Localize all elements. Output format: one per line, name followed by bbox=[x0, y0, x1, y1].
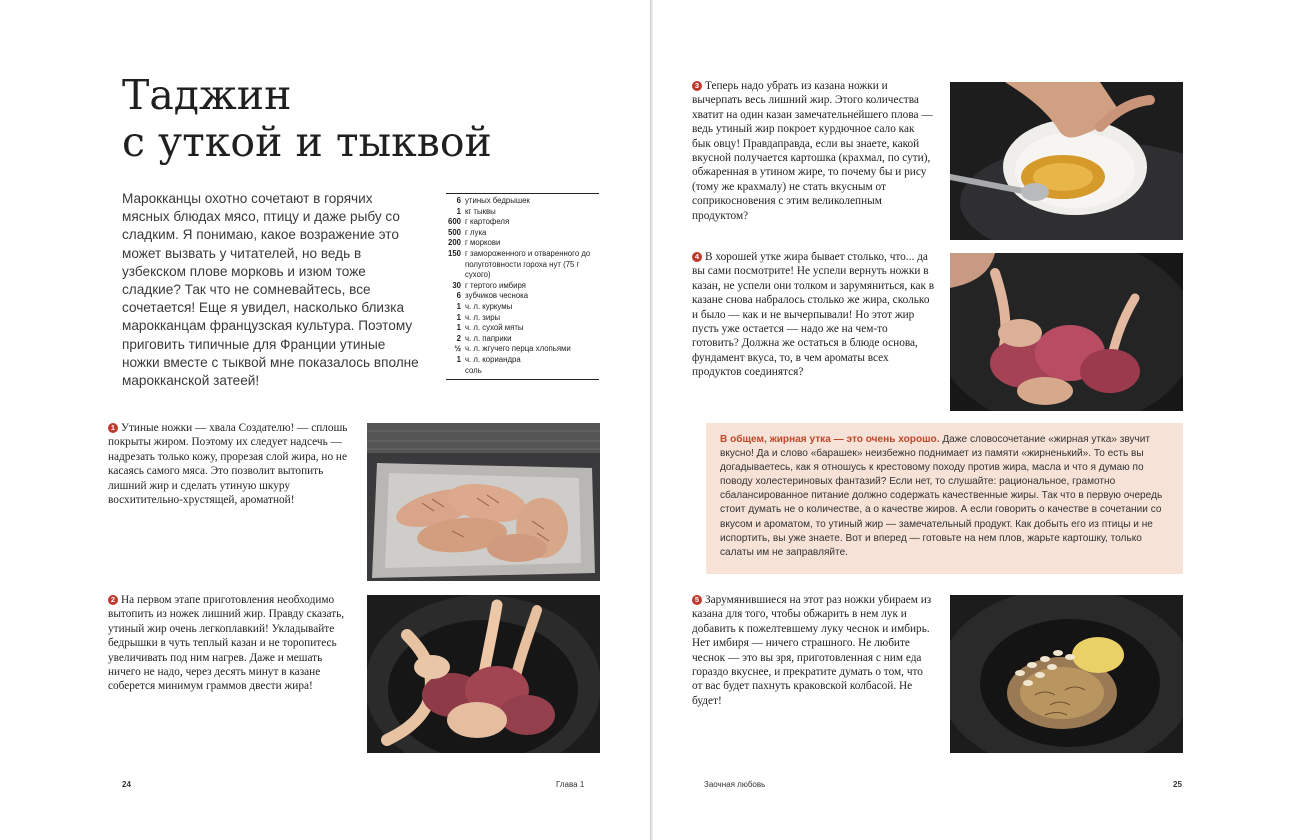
ingredient-name: зубчиков чеснока bbox=[465, 291, 529, 301]
ingredient-qty: 1 bbox=[456, 301, 461, 311]
step-1-text: Утиные ножки — хвала Создателю! — сплошь покрыты жиром. Поэтому их следует надсечь — надрезать только кожу, прорезая слой жира, но не касаясь самого мяса. Это позволит вытопить лишний жир и сделать утиную шкуру восхитительно-хрустящей, ароматной! bbox=[108, 422, 348, 507]
ingredient-qty: 1 bbox=[456, 323, 461, 333]
ingredient-name: ч. л. жгучего перца хлопьями bbox=[465, 344, 571, 354]
ingredient-name: ч. л. куркумы bbox=[465, 301, 513, 311]
ingredient-qty: 150 bbox=[447, 248, 461, 258]
ingredient-qty: 6 bbox=[456, 291, 461, 301]
callout-box bbox=[706, 423, 1183, 574]
ingredient-qty: ½ bbox=[454, 344, 461, 354]
ingredient-row bbox=[446, 207, 599, 218]
ingredient-row bbox=[446, 238, 599, 249]
ingredient-row bbox=[446, 228, 599, 239]
ingredient-qty: 1 bbox=[456, 206, 461, 216]
callout-body: Даже словосочетание «жирная утка» звучит вкусно! Да и слово «барашек» неизбежно поднимает из памяти «жирненький». То есть вы догадываетесь, как я отношусь к крестовому походу против жира, масла и что я думаю по поводу холестериновых фантазий? Если нет, то слушайте: рациональное, грамотно сбалансированное питание должно содержать качественные жиры. Так что в первую очередь стоит думать не о количестве, а о качестве жиров. А если говорить о качестве в сочетании со вкусом и ароматом, то утиный жир — замечательный продукт. Как добыть его из птицы и не испортить, вы уже знаете. Вот и вперед — готовьте на нем плов, жарьте картошку, только салаты им не заправляйте. bbox=[720, 434, 1163, 558]
ingredient-name: ч. л. сухой мяты bbox=[465, 323, 524, 333]
photo-duck-legs-on-tray bbox=[367, 423, 600, 581]
step-2 bbox=[108, 593, 353, 694]
left-page bbox=[0, 0, 651, 840]
step-number-badge: 4 bbox=[692, 252, 702, 262]
ingredient-row bbox=[446, 344, 599, 355]
ingredient-name: г картофеля bbox=[465, 217, 510, 227]
running-head: Заочная любовь bbox=[704, 780, 766, 789]
title-line-1: Таджин bbox=[122, 71, 292, 119]
running-head: Глава 1 bbox=[556, 780, 585, 789]
step-4 bbox=[692, 250, 937, 380]
ingredient-row bbox=[446, 249, 599, 281]
ingredient-name: г моркови bbox=[465, 238, 501, 248]
ingredient-name: соль bbox=[465, 365, 482, 375]
title-line-2: с уткой и тыквой bbox=[122, 118, 492, 166]
photo-skimming-fat bbox=[950, 82, 1183, 240]
step-3-text: Теперь надо убрать из казана ножки и вычерпать весь лишний жир. Этого количества хватит на один казан замечательнейшего плова — ведь утиный жир покроет курдючное сало как бык овцу! Правдаправда, если вы знаете, какой вкусной получается картошка (крахмал, по сути), обжаренная в утином жире, то почему бы и рису (тому же крахмалу) не стать вкусным от соприкосновения с этим великолепным продуктом? bbox=[692, 80, 933, 222]
ingredient-name: ч. л. паприки bbox=[465, 333, 512, 343]
step-1 bbox=[108, 421, 351, 507]
intro-paragraph: Марокканцы охотно сочетают в горячих мясных блюдах мясо, птицу и даже рыбу со сладким. Я понимаю, какое возражение это может вызвать у читателей, но ведь в узбекском плове морковь и изюм тоже сладкие? Так что не сомневайтесь, все сочетается! Еще я увидел, насколько близка марокканцам французская культура. Поэтому приговить типичные для Франции утиные ножки вместе с тыквой мне показалось вполне марокканской затеей! bbox=[122, 191, 419, 389]
ingredient-row bbox=[446, 366, 599, 377]
ingredient-qty: 30 bbox=[452, 280, 461, 290]
callout-lead: В общем, жирная утка — это очень хорошо. bbox=[720, 434, 940, 445]
ingredient-row bbox=[446, 281, 599, 292]
ingredients-list bbox=[446, 193, 599, 380]
page-number: 25 bbox=[1173, 780, 1182, 789]
step-number-badge: 1 bbox=[108, 423, 118, 433]
ingredient-row bbox=[446, 291, 599, 302]
page-number: 24 bbox=[122, 780, 131, 789]
ingredient-qty: 6 bbox=[456, 196, 461, 205]
ingredient-name: г лука bbox=[465, 227, 487, 237]
ingredient-qty: 200 bbox=[447, 238, 461, 248]
ingredient-qty: 2 bbox=[456, 333, 461, 343]
step-5 bbox=[692, 593, 936, 708]
photo-onion-garlic-ginger bbox=[950, 595, 1183, 753]
recipe-title bbox=[122, 72, 492, 166]
ingredient-name: ч. л. кориандра bbox=[465, 354, 521, 364]
ingredient-name: г замороженного и отваренного до полуготовности гороха нут (75 г сухого) bbox=[465, 248, 591, 280]
ingredient-qty bbox=[446, 366, 465, 377]
ingredient-row bbox=[446, 313, 599, 324]
ingredient-row bbox=[446, 217, 599, 228]
ingredient-row bbox=[446, 334, 599, 345]
step-3 bbox=[692, 79, 934, 223]
photo-duck-legs-rendering bbox=[950, 253, 1183, 411]
ingredient-name: г тертого имбиря bbox=[465, 280, 526, 290]
ingredient-row bbox=[446, 323, 599, 334]
ingredient-row bbox=[446, 355, 599, 366]
callout-text bbox=[720, 433, 1169, 560]
step-number-badge: 5 bbox=[692, 595, 702, 605]
ingredient-qty: 1 bbox=[456, 312, 461, 322]
ingredient-qty: 1 bbox=[456, 354, 461, 364]
step-number-badge: 2 bbox=[108, 595, 118, 605]
ingredient-name: утиных бедрышек bbox=[465, 196, 530, 205]
step-number-badge: 3 bbox=[692, 81, 702, 91]
ingredient-name: ч. л. зиры bbox=[465, 312, 501, 322]
ingredient-row bbox=[446, 302, 599, 313]
photo-duck-legs-in-kazan bbox=[367, 595, 600, 753]
ingredient-qty: 600 bbox=[447, 217, 461, 227]
ingredient-row bbox=[446, 196, 599, 207]
ingredient-name: кг тыквы bbox=[465, 206, 496, 216]
step-2-text: На первом этапе приготовления необходимо вытопить из ножек лишний жир. Правду сказать, утиный жир очень легкоплавкий! Укладывайте бедрышки в чуть теплый казан и не торопитесь увеличивать под ним нагрев. Даже и мешать ничего не надо, через десять минут в казане соберется минимум граммов двести жира! bbox=[108, 594, 345, 693]
ingredient-qty: 500 bbox=[447, 227, 461, 237]
step-4-text: В хорошей утке жира бывает столько, что... да вы сами посмотрите! Не успели вернуть ножки в казан, не успели они толком и зарумяниться, как в казане снова набралось столько же жира, сколько и было — как и не вычерпывали! Но этот жир пусть уже остается — надо же на чем-то готовить? Должна же остаться в блюде основа, фундамент вкуса, то, в чем ароматы всех продуктов соединятся? bbox=[692, 251, 935, 379]
step-5-text: Зарумянившиеся на этот раз ножки убираем из казана для того, чтобы обжарить в нем лук и добавить к пожелтевшему луку чеснок и имбирь. Нет имбиря — ничего страшного. Не любите чеснок — это вы зря, приготовленная с ним еда гораздо вкуснее, и прекратите думать о том, что от вас будет пахнуть краковской колбасой. Не будет! bbox=[692, 594, 932, 707]
